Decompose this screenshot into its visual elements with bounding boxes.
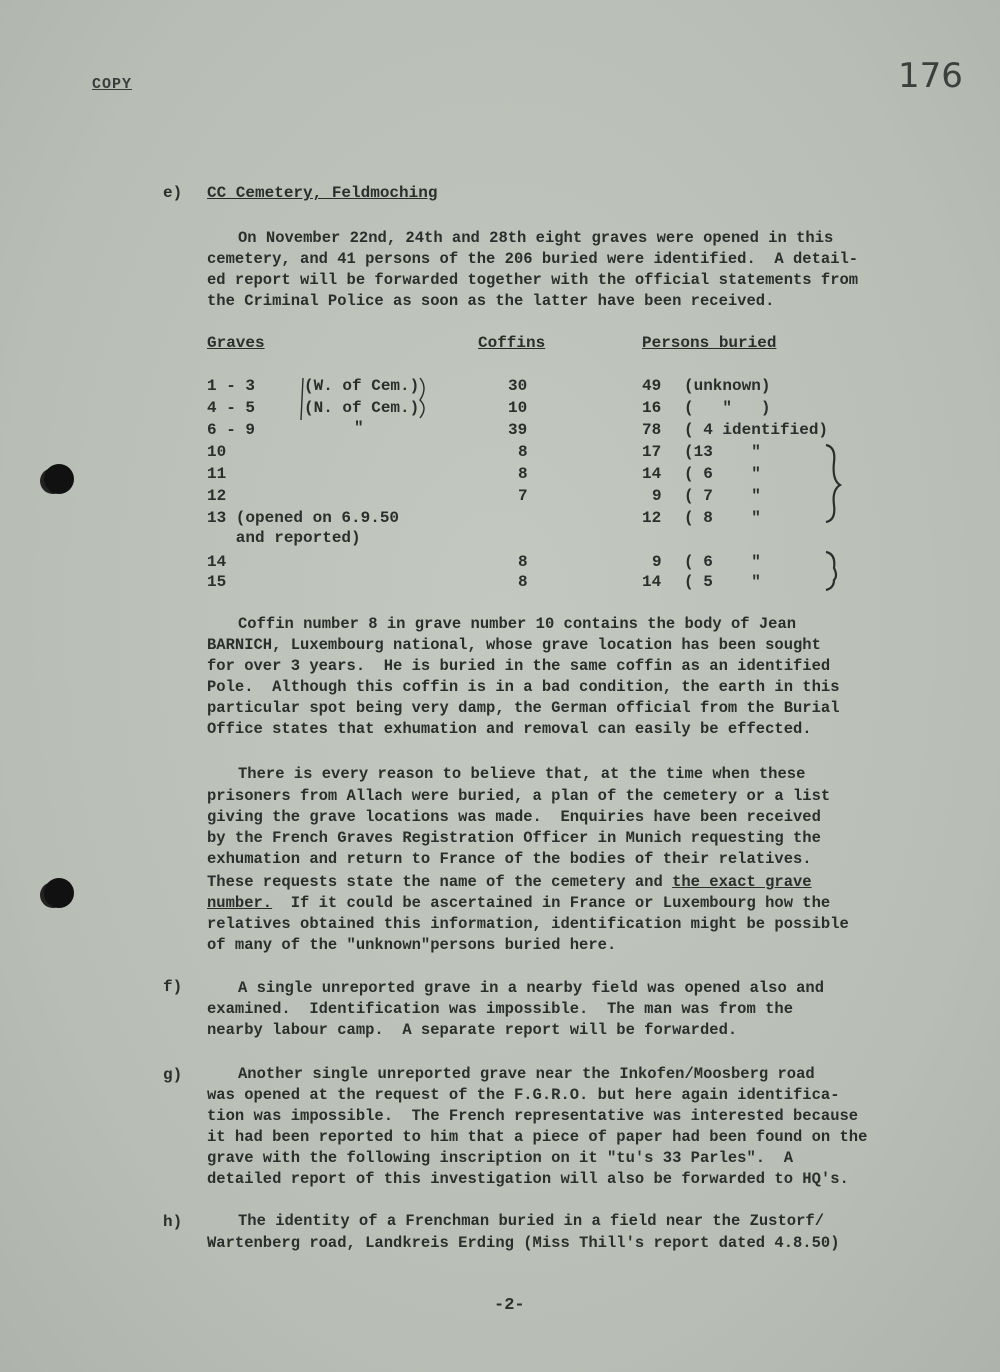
section-e-para2-line-1: Coffin number 8 in grave number 10 contains the body of Jean — [238, 615, 797, 633]
table-row-coffins: 7 — [518, 487, 528, 505]
table-row-grave: 6 - 9 — [207, 421, 256, 439]
section-g-line-3: tion was impossible. The French representative was interested because — [207, 1107, 859, 1125]
left-bracket-location — [301, 378, 303, 420]
table-row-note: (unknown) — [684, 377, 771, 395]
section-g-line-6: detailed report of this investigation will also be forwarded to HQ's. — [207, 1170, 849, 1188]
table-row-note: ( " ) — [684, 399, 771, 417]
table-row-note: ( 6 " — [684, 465, 761, 483]
table-row-note: ( 5 " — [684, 573, 761, 591]
table-row-note: ( 6 " — [684, 553, 761, 571]
section-f-line-2: examined. Identification was impossible. The man was from the — [207, 1000, 793, 1018]
table-row-coffins: 10 — [508, 399, 528, 417]
section-e-para3-line-9: of many of the "unknown"persons buried here. — [207, 936, 617, 954]
table-row-persons: 17 — [642, 443, 662, 461]
table-row-location: (W. of Cem.) — [304, 377, 420, 395]
section-f-line-1: A single unreported grave in a nearby field was opened also and — [238, 979, 824, 997]
underlined-number: number. — [207, 894, 273, 912]
table-row-grave: 15 — [207, 573, 227, 591]
section-e-para3-line-6 — [207, 872, 812, 893]
table-row-coffins: 8 — [518, 553, 528, 571]
table-row-grave: 10 — [207, 443, 227, 461]
table-row-location: (N. of Cem.) — [304, 399, 420, 417]
section-g-letter: g) — [163, 1066, 183, 1084]
section-h-letter: h) — [163, 1213, 183, 1231]
section-e-intro-line-2: cemetery, and 41 persons of the 206 buried were identified. A detail- — [207, 250, 859, 268]
table-row-grave-continued: and reported) — [207, 529, 361, 547]
section-e-para3-line-8: relatives obtained this information, identification might be possible — [207, 915, 849, 933]
table-row-persons: 9 — [652, 553, 662, 571]
section-g-line-2: was opened at the request of the F.G.R.O. but here again identifica- — [207, 1086, 840, 1104]
section-e-para3-line-1: There is every reason to believe that, at the time when these — [238, 765, 806, 783]
section-e-para2-line-4: Pole. Although this coffin is in a bad condition, the earth in this — [207, 678, 840, 696]
section-g-line-1: Another single unreported grave near the Inkofen/Moosberg road — [238, 1065, 815, 1083]
table-row-persons: 9 — [652, 487, 662, 505]
table-row-persons: 14 — [642, 465, 662, 483]
section-e-para2-line-2: BARNICH, Luxembourg national, whose grave location has been sought — [207, 636, 821, 654]
section-e-intro-line-4: the Criminal Police as soon as the latter have been received. — [207, 292, 775, 310]
table-row-grave: 4 - 5 — [207, 399, 256, 417]
column-header-graves: Graves — [207, 334, 265, 352]
section-e-title: CC Cemetery, Feldmoching — [207, 184, 438, 202]
folio-number: 176 — [898, 56, 963, 96]
section-g-line-5: grave with the following inscription on it "tu's 33 Parles". A — [207, 1149, 793, 1167]
section-e-para3-line-7 — [207, 893, 830, 914]
section-h-line-1: The identity of a Frenchman buried in a field near the Zustorf/ — [238, 1212, 824, 1230]
table-row-note: ( 7 " — [684, 487, 761, 505]
table-row-persons: 12 — [642, 509, 662, 527]
section-h-line-2: Wartenberg road, Landkreis Erding (Miss Thill's report dated 4.8.50) — [207, 1234, 840, 1252]
table-row-persons: 14 — [642, 573, 662, 591]
table-row-grave: 13 (opened on 6.9.50 — [207, 509, 400, 527]
section-e-intro-line-3: ed report will be forwarded together with the official statements from — [207, 271, 859, 289]
section-e-para3-line-5: exhumation and return to France of the bodies of their relatives. — [207, 850, 812, 868]
section-e-para2-line-5: particular spot being very damp, the German official from the Burial — [207, 699, 840, 717]
table-row-grave: 11 — [207, 465, 227, 483]
section-e-letter: e) — [163, 184, 183, 202]
para3-line6-start: These requests state the name of the cemetery and — [207, 873, 673, 891]
table-row-grave: 1 - 3 — [207, 377, 256, 395]
section-g-line-4: it had been reported to him that a piece of paper had been found on the — [207, 1128, 868, 1146]
table-row-coffins: 8 — [518, 443, 528, 461]
section-e-intro-line-1: On November 22nd, 24th and 28th eight graves were opened in this — [238, 229, 834, 247]
right-bracket-upper — [826, 445, 840, 522]
page-number: -2- — [494, 1296, 525, 1315]
column-header-coffins: Coffins — [478, 334, 546, 352]
table-row-grave: 12 — [207, 487, 227, 505]
table-row-persons: 49 — [642, 377, 662, 395]
right-bracket-location — [420, 378, 424, 418]
column-header-persons: Persons buried — [642, 334, 777, 352]
table-row-note: ( 8 " — [684, 509, 761, 527]
section-f-letter: f) — [163, 978, 183, 996]
copy-stamp: COPY — [92, 76, 133, 93]
table-row-note: ( 4 identified) — [684, 421, 829, 439]
underlined-exact-grave: the exact grave — [672, 873, 812, 891]
section-e-para2-line-6: Office states that exhumation and removal can easily be effected. — [207, 720, 812, 738]
section-e-para3-line-4: by the French Graves Registration Officer in Munich requesting the — [207, 829, 821, 847]
section-e-para3-line-3: giving the grave locations was made. Enquiries have been received — [207, 808, 821, 826]
table-row-persons: 78 — [642, 421, 662, 439]
section-e-para3-line-2: prisoners from Allach were buried, a plan of the cemetery or a list — [207, 787, 831, 805]
table-row-coffins: 30 — [508, 377, 528, 395]
section-e-para2-line-3: for over 3 years. He is buried in the same coffin as an identified — [207, 657, 831, 675]
table-row-coffins: 39 — [508, 421, 528, 439]
table-row-location: " — [354, 419, 364, 437]
right-bracket-lower — [826, 552, 836, 590]
table-row-coffins: 8 — [518, 465, 528, 483]
para3-line7-rest: If it could be ascertained in France or Luxembourg how the — [272, 894, 831, 912]
section-f-line-3: nearby labour camp. A separate report will be forwarded. — [207, 1021, 738, 1039]
table-row-coffins: 8 — [518, 573, 528, 591]
table-row-grave: 14 — [207, 553, 227, 571]
table-row-note: (13 " — [684, 443, 761, 461]
table-row-persons: 16 — [642, 399, 662, 417]
